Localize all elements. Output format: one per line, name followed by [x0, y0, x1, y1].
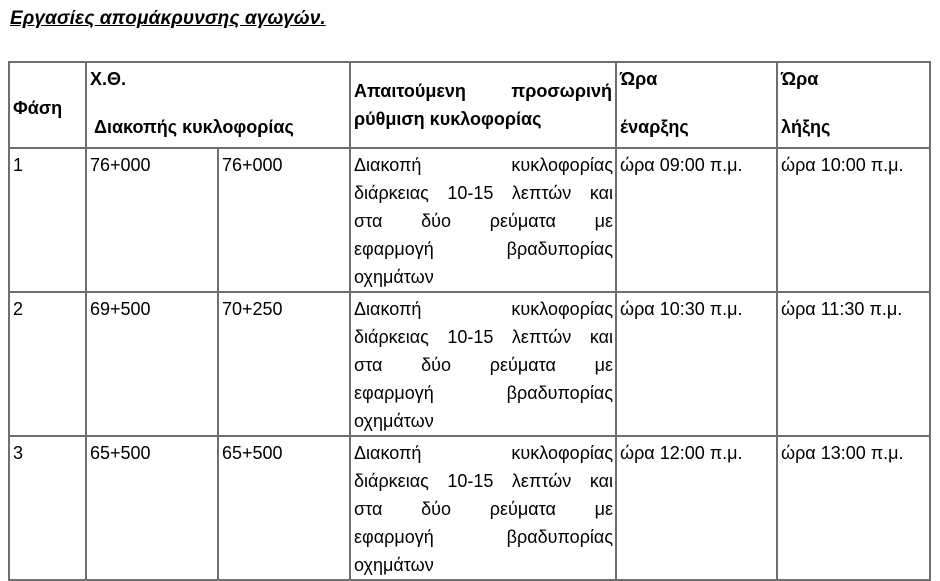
header-end-line1: Ώρα — [781, 69, 819, 89]
header-required-regulation — [349, 61, 615, 147]
header-start-time — [615, 61, 776, 147]
regulation-cell — [349, 291, 615, 435]
header-phase: Φάση — [8, 61, 85, 147]
regulation-line: διάρκειας 10-15 λεπτών και — [354, 471, 614, 491]
table-header-row — [8, 61, 931, 147]
start-time-cell: ώρα 09:00 π.μ. — [615, 147, 776, 291]
regulation-line: εφαρμογή βραδυπορίας — [354, 527, 614, 547]
start-time-cell: ώρα 12:00 π.μ. — [615, 435, 776, 581]
xth-to-cell: 76+000 — [217, 147, 349, 291]
header-start-line1: Ώρα — [620, 69, 658, 89]
header-required-line2: ρύθμιση κυκλοφορίας — [354, 109, 542, 129]
header-end-line2: λήξης — [781, 117, 831, 137]
regulation-line: οχημάτων — [354, 267, 434, 287]
regulation-line: Διακοπή κυκλοφορίας — [354, 443, 614, 463]
header-xth-sublabel: Διακοπής κυκλοφορίας — [94, 117, 294, 137]
header-xth-label: Χ.Θ. — [90, 69, 127, 89]
table-row — [8, 435, 931, 581]
regulation-line: οχημάτων — [354, 555, 434, 575]
regulation-line: εφαρμογή βραδυπορίας — [354, 383, 614, 403]
document-title: Εργασίες απομάκρυνσης αγωγών. — [10, 8, 326, 29]
regulation-cell — [349, 435, 615, 581]
xth-from-cell: 65+500 — [85, 435, 217, 581]
schedule-table — [8, 61, 931, 581]
regulation-line: Διακοπή κυκλοφορίας — [354, 155, 614, 175]
regulation-line: στα δύο ρεύματα με — [354, 499, 614, 519]
xth-to-cell: 65+500 — [217, 435, 349, 581]
phase-cell: 2 — [8, 291, 85, 435]
xth-to-cell: 70+250 — [217, 291, 349, 435]
xth-from-cell: 69+500 — [85, 291, 217, 435]
regulation-cell — [349, 147, 615, 291]
header-required-line1: Απαιτούμενη προσωρινή — [354, 81, 613, 101]
regulation-line: Διακοπή κυκλοφορίας — [354, 299, 614, 319]
regulation-line: εφαρμογή βραδυπορίας — [354, 239, 614, 259]
regulation-line: οχημάτων — [354, 411, 434, 431]
regulation-line: στα δύο ρεύματα με — [354, 355, 614, 375]
regulation-line: διάρκειας 10-15 λεπτών και — [354, 327, 614, 347]
table-row — [8, 291, 931, 435]
regulation-line: διάρκειας 10-15 λεπτών και — [354, 183, 614, 203]
header-end-time — [776, 61, 931, 147]
table-row — [8, 147, 931, 291]
xth-from-cell: 76+000 — [85, 147, 217, 291]
phase-cell: 3 — [8, 435, 85, 581]
end-time-cell: ώρα 13:00 π.μ. — [776, 435, 931, 581]
end-time-cell: ώρα 11:30 π.μ. — [776, 291, 931, 435]
start-time-cell: ώρα 10:30 π.μ. — [615, 291, 776, 435]
regulation-line: στα δύο ρεύματα με — [354, 211, 614, 231]
header-xth — [85, 61, 349, 147]
phase-cell: 1 — [8, 147, 85, 291]
header-start-line2: έναρξης — [620, 117, 689, 137]
end-time-cell: ώρα 10:00 π.μ. — [776, 147, 931, 291]
